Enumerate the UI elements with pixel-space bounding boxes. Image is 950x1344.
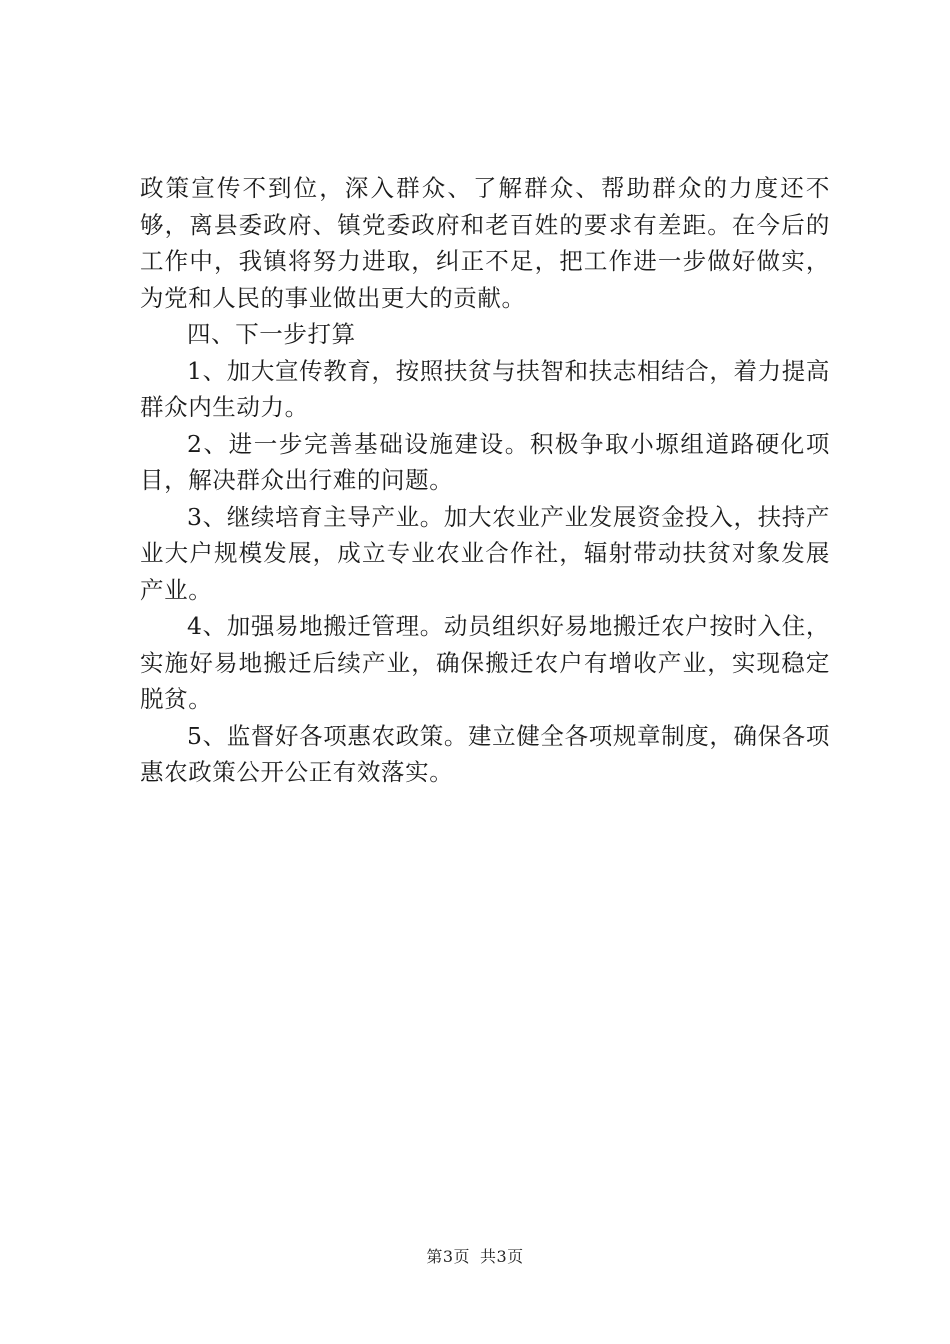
list-item: 4、加强易地搬迁管理。动员组织好易地搬迁农户按时入住，实施好易地搬迁后续产业，确保搬迁农户有增收产业，实现稳定脱贫。 [140,612,830,713]
paragraph-continuation: 政策宣传不到位，深入群众、了解群众、帮助群众的力度还不够，离县委政府、镇党委政府和老百姓的要求有差距。在今后的工作中，我镇将努力进取，纠正不足，把工作进一步做好做实，为党和人民的事业做出更大的贡献。 [140,174,830,312]
list-item: 1、加大宣传教育，按照扶贫与扶智和扶志相结合，着力提高群众内生动力。 [140,356,830,421]
list-item: 5、监督好各项惠农政策。建立健全各项规章制度，确保各项惠农政策公开公正有效落实。 [140,721,830,786]
document-body [140,170,830,791]
page-footer [0,1244,950,1267]
section-heading: 四、下一步打算 [187,320,356,348]
page-total: 共3页 [480,1247,524,1266]
list-item: 3、继续培育主导产业。加大农业产业发展资金投入，扶持产业大户规模发展，成立专业农业合作社，辐射带动扶贫对象发展产业。 [140,502,830,604]
page-number: 第3页 [426,1247,470,1266]
list-item: 2、进一步完善基础设施建设。积极争取小塬组道路硬化项目，解决群众出行难的问题。 [140,429,830,494]
